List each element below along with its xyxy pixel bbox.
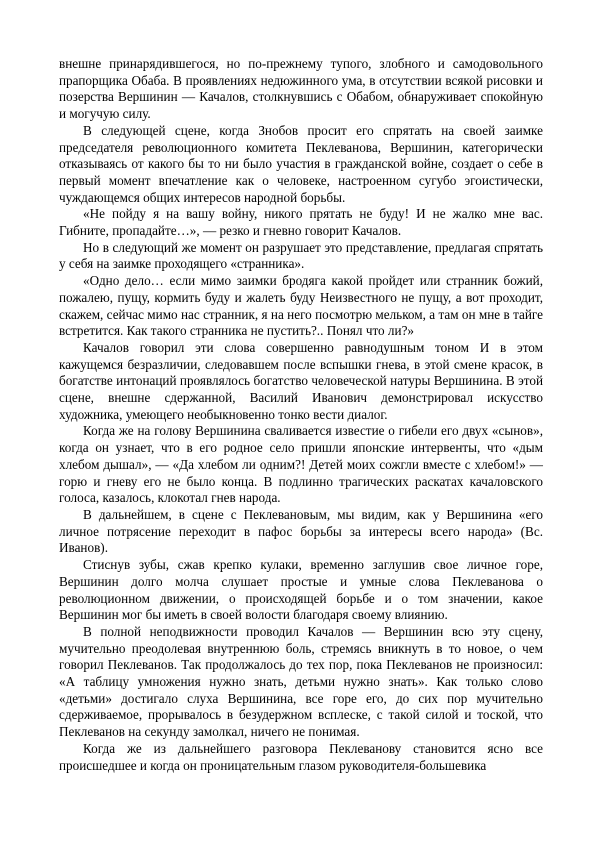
paragraph-last: Когда же из дальнейшего разговора Пеклеванову становится ясно все происшедшее и когда он проницательным глазом руководителя-большевика (59, 740, 543, 773)
paragraph-quote: «Не пойду я на вашу войну, никого прятать не буду! И не жалко мне вас. Гибните, пропадайте…», — резко и гневно говорит Качалов. (59, 206, 543, 239)
paragraph: Стиснув зубы, сжав крепко кулаки, временно заглушив свое личное горе, Вершинин долго молча слушает простые и умные слова Пеклеванова о революционном движении, о происходящей борьбе и о том значении, какое Вершинин мог бы иметь в своей волости благодаря своему влиянию. (59, 557, 543, 623)
paragraph: В полной неподвижности проводил Качалов — Вершинин всю эту сцену, мучительно преодолевая внутреннюю боль, стремясь вникнуть в то новое, о чем говорил Пеклеванов. Так продолжалось до тех пор, пока Пеклеванов не произносил: «А таблицу умножения нужно знать, детьми нужно знать». Как только слово «детьми» достигало слуха Вершинина, все горе его, до сих пор мучительно сдерживаемое, прорывалось в безудержном всплеске, с такой силой и тоской, что Пеклеванов на секунду замолкал, ничего не понимая. (59, 623, 543, 740)
paragraph-quote: «Одно дело… если мимо заимки бродяга какой пройдет или странник божий, пожалею, пущу, кормить буду и жалеть буду Неизвестного не пущу, а вот проходит, скажем, сейчас мимо нас странник, я на него посмотрю мельком, а там он мне в тайге встретится. Как такого странника не пустить?.. Понял что ли?» (59, 273, 543, 339)
paragraph: Когда же на голову Вершинина сваливается известие о гибели его двух «сынов», когда он узнает, что в его родное село пришли японские интервенты, что «дым хлебом дышал», — «Да хлебом ли одним?! Детей моих сожгли вместе с хлебом!» — горю и гневу его не было конца. В подлинно трагических раскатах качаловского голоса, казалось, клокотал гнев народа. (59, 423, 543, 506)
paragraph: В дальнейшем, в сцене с Пеклевановым, мы видим, как у Вершинина «его личное потрясение переходит в пафос борьбы за интересы всего народа» (Вс. Иванов). (59, 506, 543, 556)
paragraph: Качалов говорил эти слова совершенно равнодушным тоном И в этом кажущемся безразличии, следовавшем после вспышки гнева, в этой смене красок, в богатстве интонаций проявлялось богатство человеческой натуры Вершинина. В этой сцене, внешне сдержанной, Василий Иванович демонстрировал искусство художника, умеющего необыкновенно тонко вести диалог. (59, 339, 543, 422)
document-page (59, 56, 543, 774)
paragraph: Но в следующий же момент он разрушает это представление, предлагая спрятать у себя на заимке проходящего «странника». (59, 239, 543, 272)
paragraph: В следующей сцене, когда Знобов просит его спрятать на своей заимке председателя революционного комитета Пеклеванова, Вершинин, категорически отказываясь от какого бы то ни было участия в гражданской войне, создает о себе в первый момент впечатление как о человеке, настроенном сугубо эгоистически, чуждающемся общих интересов народной борьбы. (59, 122, 543, 205)
paragraph-continued: внешне принарядившегося, но по-прежнему тупого, злобного и самодовольного прапорщика Обаба. В проявлениях недюжинного ума, в отсутствии всякой рисовки и позерства Вершинин — Качалов, столкнувшись с Обабом, обнаруживает спокойную и могучую силу. (59, 56, 543, 122)
